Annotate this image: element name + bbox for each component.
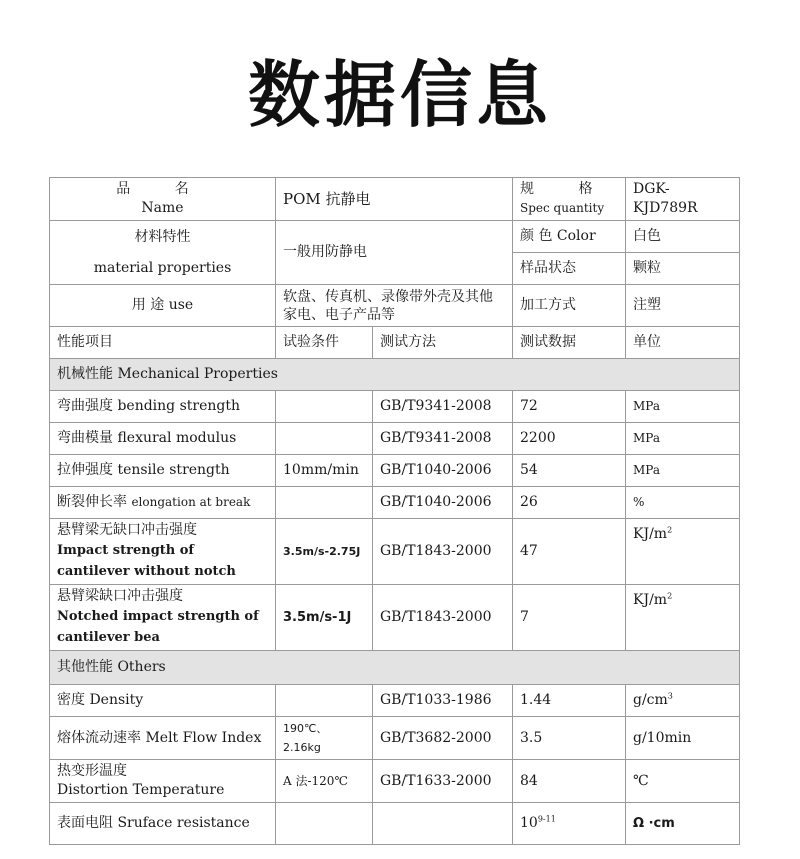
row-condition xyxy=(276,487,373,519)
row-unit: % xyxy=(626,487,740,519)
row-unit: MPa xyxy=(626,423,740,455)
row-condition: 3.5m/s-2.75J xyxy=(276,519,373,585)
use-row xyxy=(50,285,740,327)
spec-label xyxy=(513,178,626,221)
row-data: 2200 xyxy=(513,423,626,455)
row-item: 表面电阻 Sruface resistance xyxy=(50,803,276,845)
row-data-base: 10 xyxy=(520,815,538,831)
row-item xyxy=(50,519,276,585)
section-mechanical xyxy=(50,359,740,391)
row-method: GB/T3682-2000 xyxy=(373,717,513,760)
table-row xyxy=(50,391,740,423)
row-unit-base: KJ/m xyxy=(633,526,668,542)
use-label: 用 途 use xyxy=(50,285,276,327)
row-method: GB/T9341-2008 xyxy=(373,423,513,455)
table-row xyxy=(50,519,740,585)
name-value: POM 抗静电 xyxy=(276,178,513,221)
col-header-method: 测试方法 xyxy=(373,327,513,359)
row-unit xyxy=(626,585,740,651)
spec-label-en: Spec quantity xyxy=(520,201,605,215)
row-method xyxy=(373,803,513,845)
row-unit-sup: 3 xyxy=(667,691,673,701)
row-condition: 10mm/min xyxy=(276,455,373,487)
process-value: 注塑 xyxy=(626,285,740,327)
row-data: 84 xyxy=(513,760,626,803)
row-data: 1.44 xyxy=(513,685,626,717)
row-unit xyxy=(626,519,740,585)
row-data: 3.5 xyxy=(513,717,626,760)
section-others xyxy=(50,651,740,685)
table-row xyxy=(50,760,740,803)
row-data: 54 xyxy=(513,455,626,487)
table-row xyxy=(50,685,740,717)
row-item-en: Notched impact strength of cantilever bea xyxy=(57,609,259,645)
table-row xyxy=(50,487,740,519)
color-value: 白色 xyxy=(626,221,740,253)
row-data: 47 xyxy=(513,519,626,585)
row-method: GB/T9341-2008 xyxy=(373,391,513,423)
row-condition xyxy=(276,391,373,423)
row-unit-sup: 2 xyxy=(667,591,673,601)
table-row xyxy=(50,717,740,760)
row-item-cn: 热变形温度 xyxy=(57,763,127,779)
use-value: 软盘、传真机、录像带外壳及其他家电、电子产品等 xyxy=(276,285,513,327)
row-condition: 3.5m/s-1J xyxy=(276,585,373,651)
material-label-cn: 材料特性 xyxy=(134,228,191,245)
row-method: GB/T1843-2000 xyxy=(373,585,513,651)
row-data: 7 xyxy=(513,585,626,651)
row-condition xyxy=(276,685,373,717)
row-unit-sup: 2 xyxy=(667,525,673,535)
row-item-cn: 悬臂梁无缺口冲击强度 xyxy=(57,522,197,538)
col-header-item: 性能项目 xyxy=(50,327,276,359)
page-title: 数据信息 xyxy=(247,53,552,137)
row-condition xyxy=(276,423,373,455)
table-row xyxy=(50,803,740,845)
row-item xyxy=(50,760,276,803)
row-item: 拉伸强度 tensile strength xyxy=(50,455,276,487)
row-method: GB/T1843-2000 xyxy=(373,519,513,585)
color-label: 颜 色 Color xyxy=(513,221,626,253)
row-condition: A 法-120℃ xyxy=(276,760,373,803)
row-condition: 190℃、2.16kg xyxy=(276,717,373,760)
col-header-data: 测试数据 xyxy=(513,327,626,359)
material-label xyxy=(50,221,276,285)
row-item xyxy=(50,585,276,651)
col-header-condition: 试验条件 xyxy=(276,327,373,359)
row-item: 熔体流动速率 Melt Flow Index xyxy=(50,717,276,760)
sample-value: 颗粒 xyxy=(626,253,740,285)
name-label xyxy=(50,178,276,221)
table-row xyxy=(50,455,740,487)
row-unit xyxy=(626,685,740,717)
row-item-cn: 断裂伸长率 xyxy=(57,494,127,510)
data-table xyxy=(49,177,740,845)
table-row xyxy=(50,423,740,455)
name-row xyxy=(50,178,740,221)
row-unit: Ω ·cm xyxy=(626,803,740,845)
row-item xyxy=(50,487,276,519)
row-unit: ℃ xyxy=(626,760,740,803)
row-data: 72 xyxy=(513,391,626,423)
row-data: 26 xyxy=(513,487,626,519)
row-condition xyxy=(276,803,373,845)
column-header-row xyxy=(50,327,740,359)
section-others-label: 其他性能 Others xyxy=(50,651,740,685)
row-item-en: Distortion Temperature xyxy=(57,782,225,798)
row-item: 密度 Density xyxy=(50,685,276,717)
row-data-sup: 9-11 xyxy=(537,814,556,824)
row-method: GB/T1033-1986 xyxy=(373,685,513,717)
row-method: GB/T1040-2006 xyxy=(373,487,513,519)
row-data xyxy=(513,803,626,845)
table-row xyxy=(50,585,740,651)
section-mechanical-label: 机械性能 Mechanical Properties xyxy=(50,359,740,391)
row-item: 弯曲强度 bending strength xyxy=(50,391,276,423)
process-label: 加工方式 xyxy=(513,285,626,327)
row-unit: MPa xyxy=(626,391,740,423)
row-unit: MPa xyxy=(626,455,740,487)
row-item: 弯曲模量 flexural modulus xyxy=(50,423,276,455)
col-header-unit: 单位 xyxy=(626,327,740,359)
row-item-en: elongation at break xyxy=(131,495,251,509)
material-row xyxy=(50,221,740,253)
material-value: 一般用防静电 xyxy=(276,221,513,285)
row-method: GB/T1633-2000 xyxy=(373,760,513,803)
material-label-en: material properties xyxy=(93,259,232,276)
row-item-en: Impact strength of cantilever without notch xyxy=(57,543,236,579)
row-item-cn: 悬臂梁缺口冲击强度 xyxy=(57,588,183,604)
row-method: GB/T1040-2006 xyxy=(373,455,513,487)
row-unit-base: g/cm xyxy=(633,692,668,708)
name-label-en: Name xyxy=(141,200,184,216)
row-unit: g/10min xyxy=(626,717,740,760)
sample-label: 样品状态 xyxy=(513,253,626,285)
row-unit-base: KJ/m xyxy=(633,592,668,608)
spec-value: DGK-KJD789R xyxy=(626,178,740,221)
spec-label-cn: 规 格 xyxy=(520,181,613,197)
name-label-cn: 品 名 xyxy=(116,181,209,197)
